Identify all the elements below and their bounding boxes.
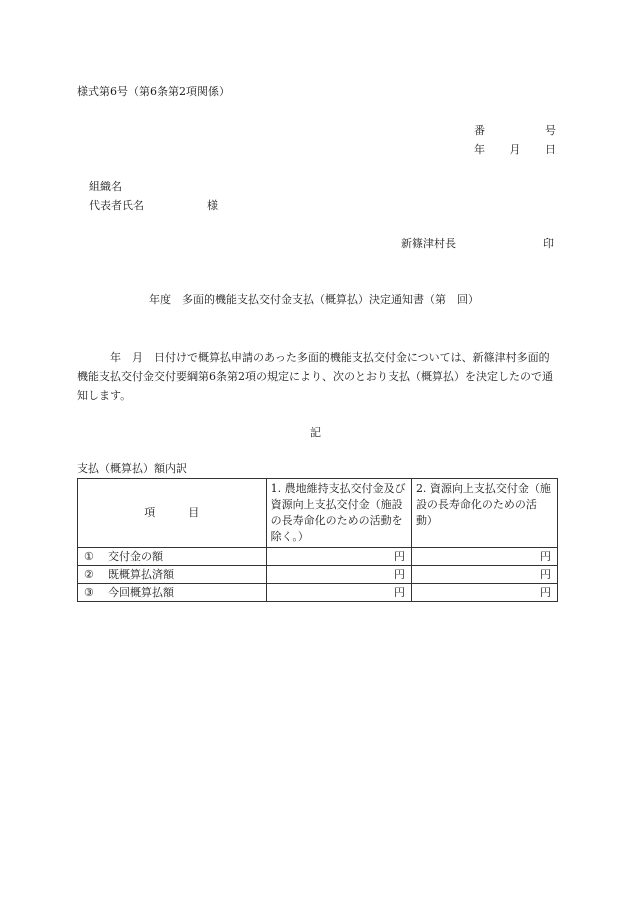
row-number: ③ bbox=[84, 586, 94, 599]
table-row bbox=[78, 566, 558, 584]
col1-amount: 円 bbox=[266, 566, 411, 584]
number-suffix: 号 bbox=[545, 124, 556, 137]
document-number-line bbox=[474, 124, 556, 138]
number-label: 番 bbox=[474, 124, 485, 137]
table-row bbox=[78, 584, 558, 602]
col1-amount: 円 bbox=[266, 548, 411, 566]
date-day: 日 bbox=[545, 143, 556, 156]
col2-amount: 円 bbox=[411, 548, 557, 566]
table-row bbox=[78, 548, 558, 566]
breakdown-table bbox=[77, 478, 558, 602]
representative-name-label: 代表者氏名 bbox=[89, 199, 144, 212]
row-label-cell bbox=[78, 548, 267, 566]
date-year: 年 bbox=[474, 143, 485, 156]
row-number: ② bbox=[84, 568, 94, 581]
col2-header: 2. 資源向上支払交付金（施設の長寿命化のための活動） bbox=[411, 479, 557, 548]
ki-heading: 記 bbox=[310, 426, 321, 439]
row-label: 今回概算払額 bbox=[108, 586, 174, 599]
seal-mark: 印 bbox=[543, 237, 554, 250]
col2-amount: 円 bbox=[411, 584, 557, 602]
form-reference: 様式第6号（第6条第2項関係） bbox=[77, 85, 230, 98]
organization-name-label: 組織名 bbox=[89, 180, 122, 193]
col1-amount: 円 bbox=[266, 584, 411, 602]
item-header: 項 目 bbox=[78, 479, 267, 548]
body-paragraph: 年 月 日付けで概算払申請のあった多面的機能支払交付金については、新篠津村多面的機能支払交付金交付要綱第6条第2項の規定により、次のとおり支払（概算払）を決定したので通知します。 bbox=[77, 351, 553, 402]
breakdown-label: 支払（概算払）額内訳 bbox=[77, 462, 187, 475]
col1-header: 1. 農地維持支払交付金及び資源向上支払交付金（施設の長寿命化のための活動を除く。） bbox=[266, 479, 411, 548]
col2-amount: 円 bbox=[411, 566, 557, 584]
row-label: 既概算払済額 bbox=[108, 568, 174, 581]
row-label-cell bbox=[78, 566, 267, 584]
date-line bbox=[474, 143, 556, 157]
issuer-name: 新篠津村長 bbox=[401, 237, 456, 250]
honorific: 様 bbox=[207, 199, 218, 212]
row-number: ① bbox=[84, 550, 94, 563]
table-header-row bbox=[78, 479, 558, 548]
row-label: 交付金の額 bbox=[108, 550, 163, 563]
date-month: 月 bbox=[509, 143, 521, 156]
document-title: 年度 多面的機能支払交付金支払（概算払）決定通知書（第 回） bbox=[149, 293, 479, 306]
row-label-cell bbox=[78, 584, 267, 602]
